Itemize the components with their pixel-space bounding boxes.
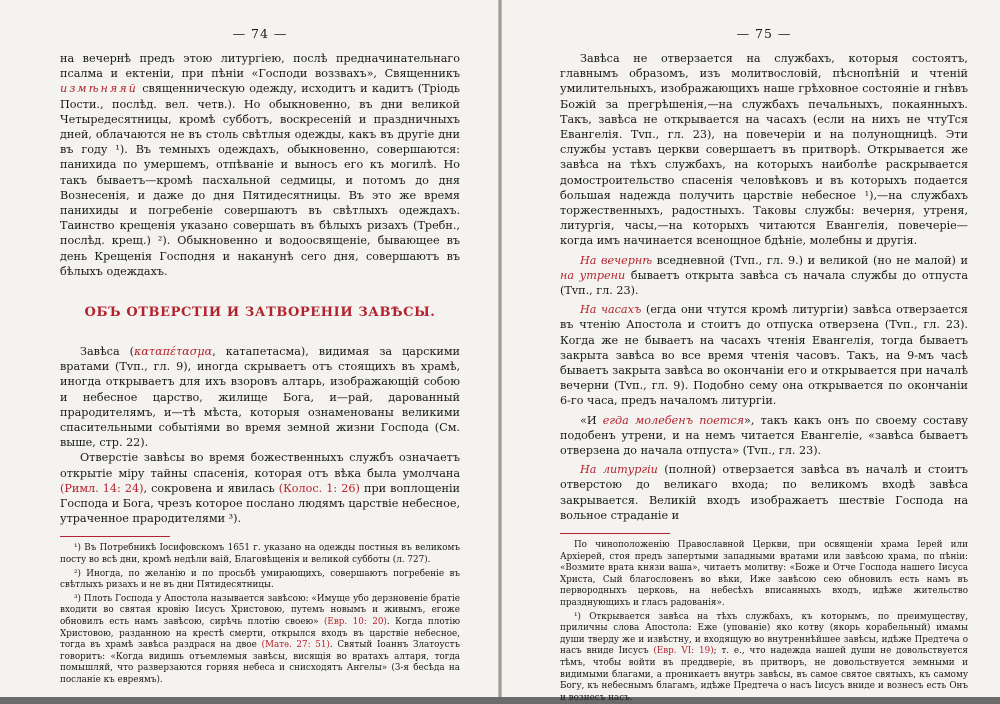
footnote-3: ³) Плоть Господа у Апостола называется завѣсою: «Имуще убо дерзновеніе братіе входити во святая кровію Іисусъ Христовою, путемъ новымъ и живымъ, егоже обновилъ есть намъ завѣсою, сирѣчь плотію своею» (Евр. 10: 20). Когда плотію Христовою, разданною на крестѣ смерти, открылся входъ въ царствіе небесное, тогда въ храмѣ завѣса раздрася на двое (Матѳ. 27: 51). Святый Іоаннъ Златоустъ говоритъ: «Когда видишь отъемлемыя завѣсы, висящія во вратахъ алтаря, тогда помышляй, что разверзаются горняя небеса и снисходятъ Ангелы» (3-я бесѣда на посланіе къ евреямъ).	[60, 593, 460, 686]
footnote-ref-1-right[interactable]: ¹)	[864, 188, 874, 202]
page-number-left: — 74 —	[232, 26, 288, 41]
left-page	[0, 0, 498, 697]
footnote-1: ¹) Въ Потребникѣ Іосифовскомъ 1651 г. указано на одежды постныя въ великомъ посту во всѣ дни, кромѣ недѣли ваій, Благовѣщенія и великой субботы (л. 727).	[60, 543, 460, 566]
scripture-ref-romans[interactable]: (Римл. 14: 24)	[60, 481, 144, 495]
highlight-hours: На часахъ	[580, 303, 642, 317]
paragraph-vespers-matins: На вечернѣ вседневной (Тvп., гл. 9.) и великой (но не малой) и на утрени бываетъ открыта завѣса съ начала службы до отпуста (Тvп., гл. 23).	[560, 253, 968, 298]
paragraph-veil-definition: Завѣса (καταπέτασμα, катапетасма), видимая за царскими вратами (Тvп., гл. 9), иногда скрываетъ отъ стоящихъ въ храмѣ, иногда открываетъ для ихъ взоровъ алтарь, изображающій собою и небесное царство, жилище Бога, и—рай, дарованный прародителямъ, и—тѣ мѣста, которыя ознаменованы великими спасительными событіями во время земной жизни Господа (См. выше, стр. 22).	[60, 345, 460, 450]
section-heading: ОБЪ ОТВЕРСТІИ И ЗАТВОРЕНІИ ЗАВѢСЫ.	[84, 305, 436, 321]
footnote-ref-1[interactable]: ¹)	[115, 143, 125, 157]
highlight-moleben: егда молебенъ поется	[602, 413, 745, 427]
scripture-ref-hebrews-6[interactable]: (Евр. VI: 19)	[653, 646, 714, 657]
footnote-divider-right	[560, 533, 670, 534]
footnote-divider	[60, 536, 170, 537]
page-number-right: — 75 —	[736, 26, 792, 41]
footnote-continued: По чиноположенію Православной Церкви, при освященіи храма Іерей или Архіерей, стоя предъ запертыми западными вратами или завѣсою храма, по пѣніи: «Возмите врата князи ваша», читаетъ молитву: «Боже и Отче Господа нашего Іисуса Христа, Сый благословенъ во вѣки, Иже завѣсою сею обновилъ есть намъ въ первородныхъ церковь, на небесѣхъ вписанныхъ входъ, идѣже жительство празднующихъ и гласъ радованія».	[560, 540, 968, 609]
scripture-ref-matthew[interactable]: (Матѳ. 27: 51)	[261, 640, 330, 651]
paragraph-liturgy: На литургіи (полной) отверзается завѣса въ началѣ и стоитъ отверстою до великаго входа; по великомъ входѣ завѣса закрывается. Великій входъ изображаетъ шествіе Господа на вольное страданіе и	[560, 463, 968, 522]
paragraph-hours: На часахъ (егда они чтутся кромѣ литургіи) завѣса отверзается въ чтенію Апостола и стоитъ до отпуска отверзена (Тvп., гл. 23). Когда же не бываетъ на часахъ чтенія Евангелія, тогда бываетъ закрыта завѣса во все время чтенія часовъ. Такъ, на 9-мъ часѣ бываетъ закрыта завѣса во окончаніи его и открывается при началѣ вечерни (Тvп., гл. 9). Подобно сему она открывается по окончаніи 6-го часа, предъ началомъ литургіи.	[560, 303, 968, 408]
right-page	[502, 0, 1000, 703]
paragraph-vespers-vestments: на вечернѣ предъ этою литургіею, послѣ предначинательнаго псалма и ектеніи, при пѣніи «Господи воззвахъ», Священникъ измѣняяй священническую одежду, исходитъ и кадитъ (Тріодь Пости., послѣд. вел. четв.). Но обыкновенно, въ дни великой Четыредесятницы, кромѣ субботъ, воскресеній и праздничныхъ дней, облачаются не въ столь свѣтлыя одежды, какъ въ другіе дни въ году ¹). Въ темныхъ одеждахъ, обыкновенно, совершаются: панихида по умершемъ, отпѣваніе и выносъ его къ могилѣ. Но такъ бываетъ—кромѣ пасхальной седмицы, и потомъ до дня Вознесенія, и даже до дня Пятидесятницы. Въ это же время панихиды и погребеніе совершаютъ въ свѣтлыхъ одеждахъ. Таинство крещенія указано совершать въ бѣлыхъ ризахъ (Требн., послѣд. крещ.) ²). Обыкновенно и водоосвященіе, бывающее въ день Крещенія Господня и наканунѣ сего дня, совершаютъ въ бѣлыхъ одеждахъ.	[60, 52, 460, 278]
scripture-ref-hebrews[interactable]: (Евр. 10: 20)	[323, 617, 387, 628]
paragraph-moleben: «И егда молебенъ поется», такъ какъ онъ по своему составу подобенъ утрени, и на немъ читается Евангеліе, «завѣса бываетъ отверзена до начала отпуста» (Тvп., гл. 23).	[560, 413, 968, 458]
highlight-liturgy: На литургіи	[580, 463, 658, 477]
footnote-ref-3[interactable]: ³)	[228, 512, 238, 526]
paragraph-veil-opening: Отверстіе завѣсы во время божественныхъ службъ означаетъ открытіе міру тайны спасенія, которая отъ вѣка была умолчана (Римл. 14: 24), сокровена и явилась (Колос. 1: 26) при воплощеніи Господа и Бога, чрезъ которое послано людямъ царствіе небесное, утраченное прародителями ³).	[60, 451, 460, 526]
highlight-matins: на утрени	[560, 268, 626, 282]
greek-word: καταπέτασμα	[134, 345, 213, 359]
footnote-1-right: ¹) Открывается завѣса на тѣхъ службахъ, къ которымъ, по преимуществу, приличны слова Апостола: Еже (упованіе) яко котву (якорь корабельный) имамы души тверду же и извѣстну, и входящую во внутреннѣйшее завѣсы, идѣже Предтеча о насъ вниде Іисусъ (Евр. VI: 19); т. е., что надежда нашей души не довольствуется тѣмъ, чтобы войти въ преддверіе, въ притворъ, не довольствуется земными и видимыми благами, а проникаетъ внутрь завѣсы, въ самое святое святыхъ, къ самому Богу, къ небеснымъ благамъ, идѣже Предтеча о насъ Іисусъ вниде и вознесъ есть Онъ и вознесъ насъ.	[560, 611, 968, 703]
highlight-word: измѣняяй	[60, 82, 138, 96]
footnote-ref-2[interactable]: ²)	[157, 234, 167, 248]
paragraph-veil-closed-services: Завѣса не отверзается на службахъ, которыя состоятъ, главнымъ образомъ, изъ молитвословій, пѣснопѣній и чтеній умилительныхъ, изображающихъ наше грѣховное состояніе и гнѣвъ Божій за прегрѣшенія,—на службахъ печальныхъ, покаянныхъ. Такъ, завѣса не открывается на часахъ (если на нихъ не чтуTся Евангелія. Тvп., гл. 23), на повечеріи и на полунощницѣ. Эти службы уставъ церкви совершаетъ въ притворѣ. Открывается же завѣса на тѣхъ службахъ, на которыхъ наиболѣе раскрывается домостроительство спасенія человѣковъ и въ которыхъ подается большая надежда получить царствіе небесное ¹),—на службахъ торжественныхъ, радостныхъ. Таковы службы: вечерня, утреня, литургія, часы,—на которыхъ читаются Евангелія, повечеріе—когда имъ начинается всенощное бдѣніе, молебны и другія.	[560, 52, 968, 248]
scripture-ref-colossians[interactable]: (Колос. 1: 26)	[278, 481, 360, 495]
footnote-2: ²) Иногда, по желанію и по просьбѣ умирающихъ, совершаютъ погребеніе въ свѣтлыхъ ризахъ и не въ дни Пятидесятницы.	[60, 568, 460, 591]
highlight-vespers: На вечернѣ	[580, 253, 653, 267]
